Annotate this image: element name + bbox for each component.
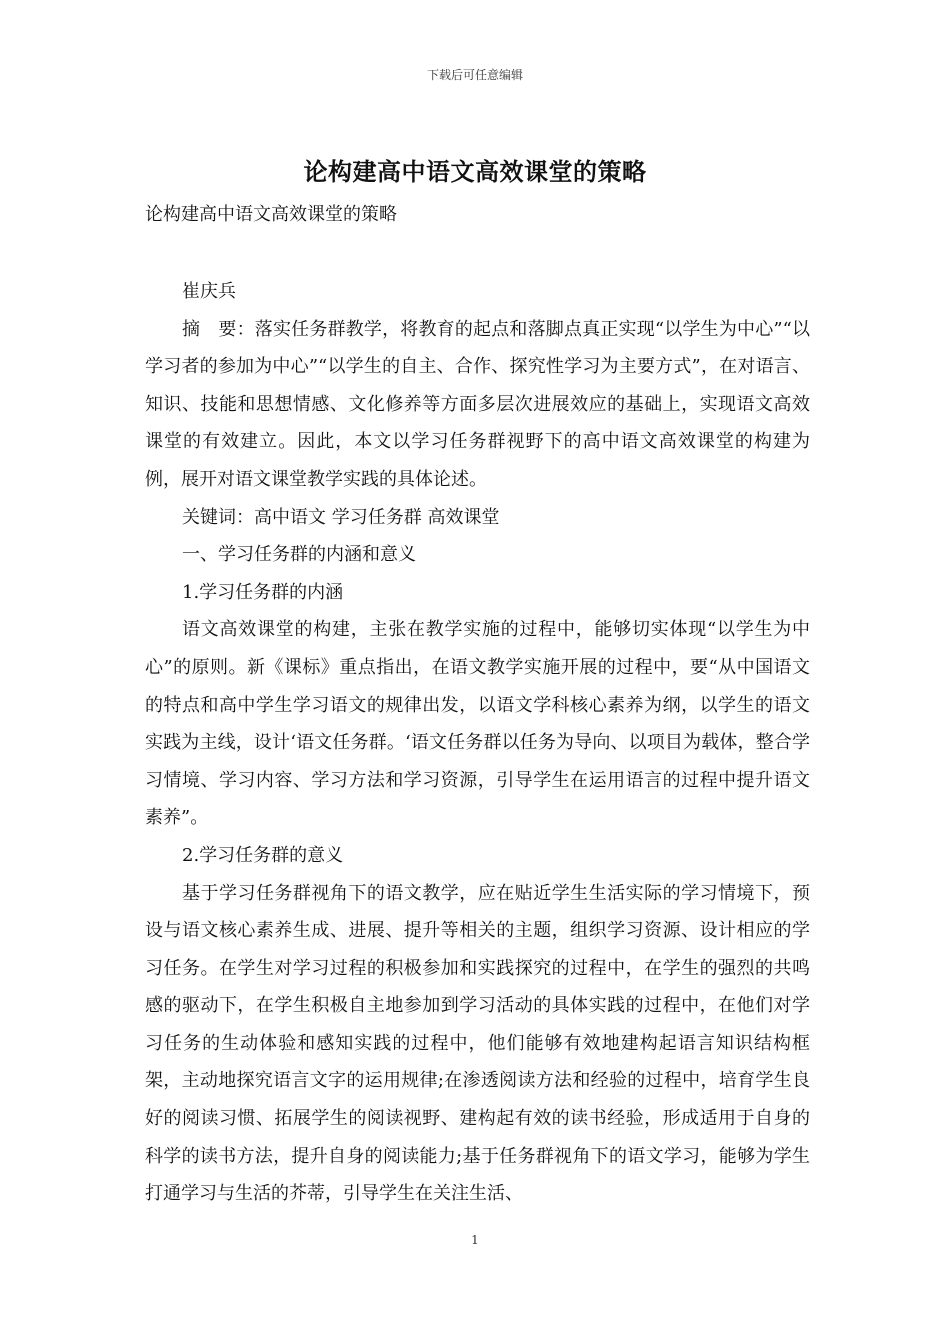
author-name: 崔庆兵 (182, 281, 236, 302)
document-body (145, 273, 810, 1213)
subsection-heading: 2.学习任务群的意义 (182, 844, 344, 866)
document-subtitle: 论构建高中语文高效课堂的策略 (145, 204, 397, 225)
body-paragraph: 基于学习任务群视角下的语文教学，应在贴近学生生活实际的学习情境下，预设与语文核心素养生成、进展、提升等相关的主题，组织学习资源、设计相应的学习任务。在学生对学习过程的积极参加和实践探究的过程中，在学生的强烈的共鸣感的驱动下，在学生积极自主地参加到学习活动的具体实践的过程中，在他们对学习任务的生动体验和感知实践的过程中，他们能够有效地建构起语言知识结构框架，主动地探究语言文字的运用规律;在渗透阅读方法和经验的过程中，培育学生良好的阅读习惯、拓展学生的阅读视野、建构起有效的读书经验，形成适用于自身的科学的读书方法，提升自身的阅读能力;基于任务群视角下的语文学习，能够为学生打通学习与生活的芥蒂，引导学生在关注生活、 (145, 882, 810, 1205)
page-number: 1 (471, 1233, 479, 1247)
section-heading: 一、学习任务群的内涵和意义 (182, 544, 416, 566)
subsection-heading: 1.学习任务群的内涵 (182, 581, 344, 603)
document-title: 论构建高中语文高效课堂的策略 (303, 157, 647, 186)
body-paragraph: 语文高效课堂的构建，主张在教学实施的过程中，能够切实体现“以学生为中心”的原则。新《课标》重点指出，在语文教学实施开展的过程中，要“从中国语文的特点和高中学生学习语文的规律出发，以语文学科核心素养为纲，以学生的语文实践为主线，设计‘语文任务群。‘语文任务群以任务为导向、以项目为载体，整合学习情境、学习内容、学习方法和学习资源，引导学生在运用语言的过程中提升语文素养”。 (145, 619, 810, 829)
keywords-line: 关键词：高中语文 学习任务群 高效课堂 (182, 506, 500, 528)
abstract-paragraph: 摘 要：落实任务群教学，将教育的起点和落脚点真正实现“以学生为中心”“以学习者的参加为中心”“以学生的自主、合作、探究性学习为主要方式”，在对语言、知识、技能和思想情感、文化修养等方面多层次进展效应的基础上，实现语文高效课堂的有效建立。因此，本文以学习任务群视野下的高中语文高效课堂的构建为例，展开对语文课堂教学实践的具体论述。 (145, 318, 810, 490)
header-note: 下载后可任意编辑 (426, 68, 523, 82)
